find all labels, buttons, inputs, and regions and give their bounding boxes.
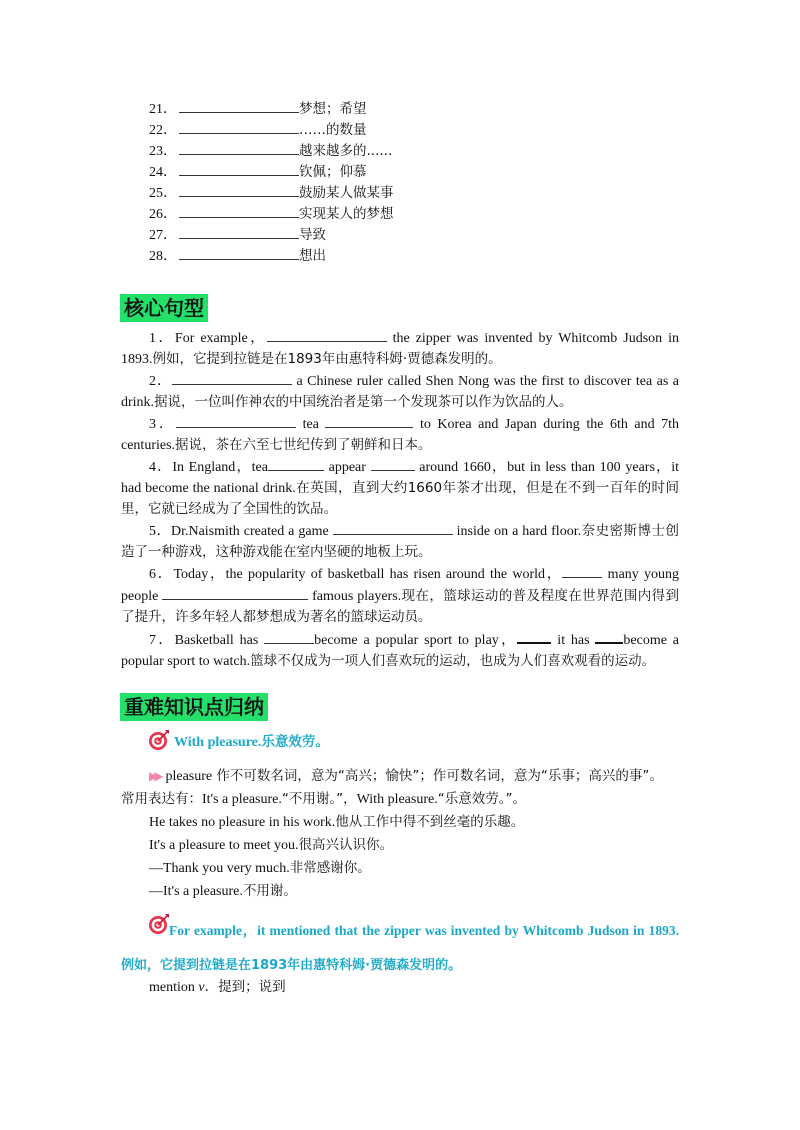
answer-blank[interactable] <box>325 413 413 428</box>
list-item <box>149 224 394 245</box>
double-arrow-icon: ▶▶ <box>149 769 160 783</box>
answer-blank[interactable] <box>264 629 314 644</box>
answer-blank[interactable] <box>562 563 602 578</box>
item-number: 24． <box>149 165 177 180</box>
sentence-1: 1．For example， the zipper was invented by Whitcomb Judson in 1893.例如，它提到拉链是在1893年由惠特科姆·贾德森发明的。 <box>121 327 679 370</box>
item-meaning: ……的数量 <box>299 122 367 138</box>
answer-blank[interactable] <box>172 370 292 385</box>
answer-blank[interactable] <box>179 140 299 155</box>
item-meaning: 梦想；希望 <box>299 101 367 117</box>
example-line: —It's a pleasure.不用谢。 <box>149 883 297 899</box>
item-meaning: 导致 <box>299 227 326 243</box>
list-item <box>149 161 394 182</box>
item-meaning: 实现某人的梦想 <box>299 206 394 222</box>
explanation-line: 常用表达有：It's a pleasure.“不用谢。”，With pleasure.“乐意效劳。”。 <box>121 791 526 807</box>
list-item <box>149 98 394 119</box>
item-meaning: 越来越多的...... <box>299 143 393 159</box>
item-number: 26． <box>149 207 177 222</box>
knowledge-point-2-body <box>121 976 679 999</box>
example-line: It's a pleasure to meet you.很高兴认识你。 <box>149 837 393 853</box>
explanation-line: ▶▶ pleasure 作不可数名词，意为“高兴；愉快”；作可数名词，意为“乐事；高兴的事”。 <box>149 768 663 784</box>
answer-blank[interactable] <box>179 245 299 260</box>
list-item <box>149 245 394 266</box>
sentence-6: 6．Today，the popularity of basketball has risen around the world， many young people famous players.现在，篮球运动的普及程度在世界范围内得到了提升，许多年轻人都梦想成为著名的篮球运动员。 <box>121 563 679 628</box>
knowledge-point-title: With pleasure.乐意效劳。 <box>174 733 329 750</box>
answer-blank[interactable] <box>517 628 551 644</box>
answer-blank[interactable] <box>176 413 296 428</box>
section-title-core: 核心句型 <box>120 294 208 322</box>
list-item <box>149 119 394 140</box>
answer-blank[interactable] <box>179 119 299 134</box>
knowledge-point-1-body <box>121 765 679 903</box>
sentence-5: 5．Dr.Naismith created a game inside on a hard floor.奈史密斯博士创造了一种游戏，这种游戏能在室内坚硬的地板上玩。 <box>121 520 679 563</box>
list-item <box>149 182 394 203</box>
sentence-3: 3． tea to Korea and Japan during the 6th and 7th centuries.据说，茶在六至七世纪传到了朝鲜和日本。 <box>121 413 679 456</box>
answer-blank[interactable] <box>179 98 299 113</box>
item-number: 23． <box>149 144 177 159</box>
answer-blank[interactable] <box>268 456 324 471</box>
answer-blank[interactable] <box>179 224 299 239</box>
sentence-4: 4．In England，tea appear around 1660，but in less than 100 years，it had become the national drink.在英国，直到大约1660年茶才出现，但是在不到一百年的时间里，它就已经成为了全国性的饮品。 <box>121 456 679 520</box>
item-number: 22． <box>149 123 177 138</box>
answer-blank[interactable] <box>179 182 299 197</box>
answer-blank[interactable] <box>333 520 453 535</box>
definition-line: mention v．提到；说到 <box>149 979 286 995</box>
answer-blank[interactable] <box>595 628 623 644</box>
item-number: 27． <box>149 228 177 243</box>
answer-blank[interactable] <box>162 585 308 600</box>
answer-blank[interactable] <box>371 456 415 471</box>
answer-blank[interactable] <box>267 327 387 342</box>
section-title-key: 重难知识点归纳 <box>120 693 268 721</box>
vocab-list <box>149 98 394 266</box>
sentence-2: 2． a Chinese ruler called Shen Nong was the first to discover tea as a drink.据说，一位叫作神农的中国统治者是第一个发现茶可以作为饮品的人。 <box>121 370 679 413</box>
item-meaning: 想出 <box>299 248 326 264</box>
list-item <box>149 140 394 161</box>
core-sentences <box>121 327 679 672</box>
list-item <box>149 203 394 224</box>
knowledge-point-2-heading: For example，it mentioned that the zipper was invented by Whitcomb Judson in 1893.例如，它提到拉链是在1893年由惠特科姆·贾德森发明的。 <box>121 923 679 973</box>
item-number: 21． <box>149 102 177 117</box>
item-meaning: 鼓励某人做某事 <box>299 185 394 201</box>
item-meaning: 钦佩；仰慕 <box>299 164 367 180</box>
target-icon <box>148 729 170 751</box>
answer-blank[interactable] <box>179 203 299 218</box>
item-number: 28． <box>149 249 177 264</box>
example-line: —Thank you very much.非常感谢你。 <box>149 860 371 876</box>
item-number: 25． <box>149 186 177 201</box>
sentence-7: 7．Basketball has become a popular sport to play， it has become a popular sport to watch.篮球不仅成为一项人们喜欢玩的运动，也成为人们喜欢观看的运动。 <box>121 628 679 672</box>
answer-blank[interactable] <box>179 161 299 176</box>
knowledge-point-1-heading <box>148 729 329 751</box>
example-line: He takes no pleasure in his work.他从工作中得不到丝毫的乐趣。 <box>149 814 525 830</box>
